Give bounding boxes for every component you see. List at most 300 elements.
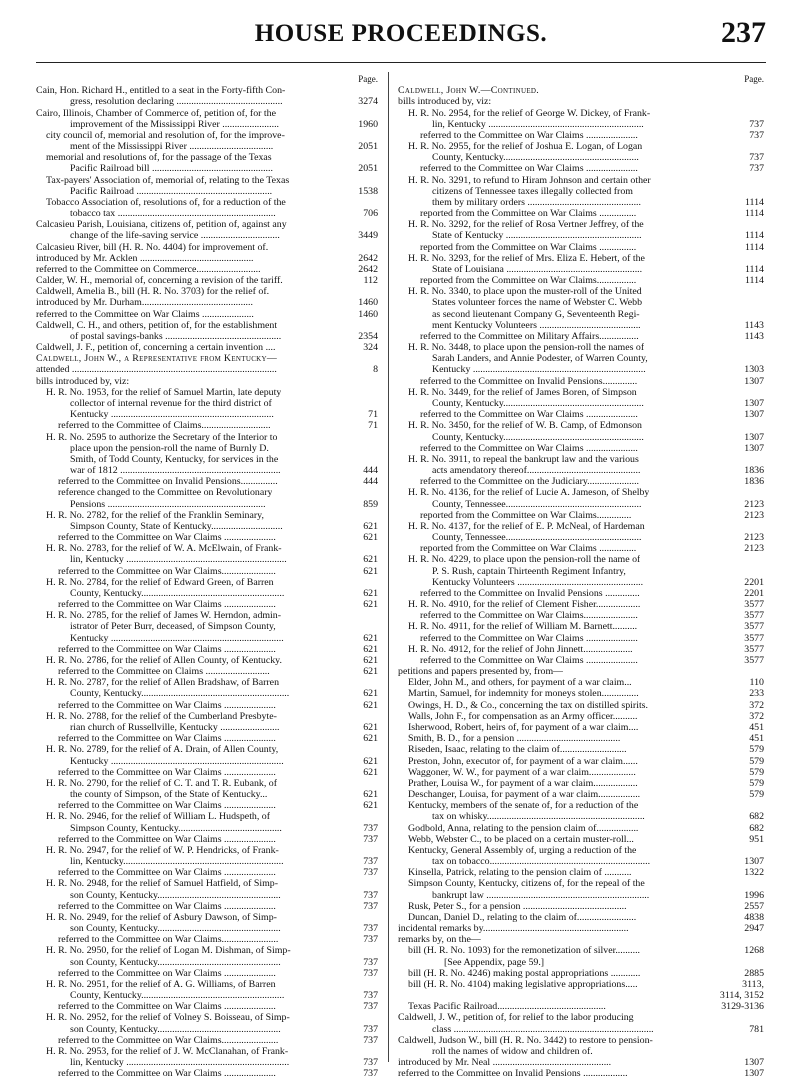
index-entry <box>398 342 764 353</box>
entry-page-ref: 1307 <box>744 1057 764 1069</box>
entry-page-ref: 737 <box>363 889 378 901</box>
index-entry <box>36 1068 378 1079</box>
index-entry <box>398 711 764 722</box>
entry-text: H. R. No. 2782, for the relief of the Franklin Seminary, <box>46 509 264 521</box>
index-entry <box>398 756 764 767</box>
index-entry <box>36 666 378 677</box>
index-entry <box>398 208 764 219</box>
index-entry <box>398 230 764 241</box>
index-entry <box>398 588 764 599</box>
entry-page-ref: 737 <box>749 152 764 164</box>
index-entry <box>398 912 764 923</box>
page-column-label: Page. <box>358 74 378 84</box>
entry-text: Walls, John F., for compensation as an Army officer.......... <box>408 710 638 722</box>
entry-text: referred to the Committee on Claims .......................... <box>58 666 270 678</box>
entry-text: County, Tennessee....................................................... <box>432 532 642 544</box>
index-entry <box>36 476 378 487</box>
entry-text: H. R. No. 3293, for the relief of Mrs. Eliza E. Hebert, of the <box>408 252 645 264</box>
index-entry <box>398 733 764 744</box>
entry-text: H. R. No. 2789, for the relief of A. Drain, of Allen County, <box>46 744 279 756</box>
entry-text: of postal savings-banks ............................................... <box>70 330 282 342</box>
entry-text: County, Kentucky.......................................................... <box>70 990 285 1002</box>
entry-page-ref: 621 <box>363 532 378 544</box>
index-entry <box>398 823 764 834</box>
entry-text: referred to the Committee on War Claims ..................... <box>58 599 276 611</box>
index-entry <box>36 621 378 632</box>
entry-page-ref: 951 <box>749 833 764 845</box>
index-entry <box>398 543 764 554</box>
index-entry <box>36 834 378 845</box>
entry-page-ref: 2123 <box>744 532 764 544</box>
entry-page-ref: 579 <box>749 755 764 767</box>
index-entry <box>398 1057 764 1068</box>
page-title: HOUSE PROCEEDINGS. <box>254 20 548 47</box>
column-divider <box>388 72 389 1062</box>
entry-page-ref: 737 <box>749 118 764 130</box>
entry-text: reported from the Committee on War Claims................ <box>420 275 637 287</box>
entry-page-ref: 737 <box>363 833 378 845</box>
index-entry <box>398 364 764 375</box>
entry-text: son County, Kentucky.................................................. <box>70 1023 281 1035</box>
index-entry <box>36 443 378 454</box>
entry-text: H. R. No. 2786, for the relief of Allen County, of Kentucky. <box>46 654 282 666</box>
entry-text: Pensions ................................................................ <box>70 498 266 510</box>
index-entry <box>398 387 764 398</box>
entry-text: reported from the Committee on War Claims.............. <box>420 509 632 521</box>
index-entry <box>36 968 378 979</box>
entry-page-ref: 621 <box>363 520 378 532</box>
entry-text: Kentucky, members of the senate of, for a reduction of the <box>408 800 639 812</box>
entry-text: [See Appendix, page 59.] <box>444 956 545 968</box>
entry-page-ref: 3129-3136 <box>721 1001 764 1013</box>
entry-page-ref: 110 <box>749 677 764 689</box>
index-entry <box>36 566 378 577</box>
entry-page-ref: 2201 <box>744 576 764 588</box>
entry-text: H. R. No. 2790, for the relief of C. T. and T. R. Eubank, of <box>46 777 278 789</box>
entry-text: H. R. No. 2787, for the relief of Allen Bradshaw, of Barren <box>46 677 280 689</box>
entry-text: reference changed to the Committee on Revolutionary <box>58 487 273 499</box>
entry-text: H. R. No. 2951, for the relief of A. G. Williams, of Barren <box>46 978 276 990</box>
entry-text: Caldwell, J. W., petition of, for relief to the labor producing <box>398 1012 634 1024</box>
entry-page-ref: 1303 <box>744 364 764 376</box>
index-entry <box>36 890 378 901</box>
entry-page-ref: 621 <box>363 632 378 644</box>
entry-text: Tobacco Association of, resolutions of, for a reduction of the <box>46 196 286 208</box>
index-entry <box>398 688 764 699</box>
entry-text: referred to the Committee on War Claims ..................... <box>420 129 638 141</box>
entry-page-ref: 3577 <box>744 599 764 611</box>
entry-page-ref: 71 <box>368 409 378 421</box>
entry-page-ref: 579 <box>749 777 764 789</box>
entry-text: H. R. No. 3449, for the relief of James Boren, of Simpson <box>408 386 637 398</box>
entry-text: H. R. No. 3291, to refund to Hiram Johnson and certain other <box>408 174 651 186</box>
entry-text: H. R. No. 3340, to place upon the muster-roll of the United <box>408 286 642 298</box>
entry-text: memorial and resolutions of, for the passage of the Texas <box>46 152 272 164</box>
index-entry <box>398 186 764 197</box>
index-entry <box>398 744 764 755</box>
index-entry <box>36 364 378 375</box>
index-entry <box>398 96 764 107</box>
index-entry <box>36 912 378 923</box>
entry-text: Martin, Samuel, for indemnity for moneys stolen............... <box>408 688 639 700</box>
entry-text: tax on tobacco................................................................. <box>432 856 651 868</box>
entry-page-ref: 621 <box>363 666 378 678</box>
entry-page-ref: 621 <box>363 766 378 778</box>
entry-text: referred to the Committee on Military Affairs................ <box>420 330 639 342</box>
index-entry <box>36 700 378 711</box>
index-entry <box>36 264 378 275</box>
entry-page-ref: 1114 <box>744 230 764 242</box>
entry-text: petitions and papers presented by, from— <box>398 666 563 678</box>
entry-page-ref: 737 <box>749 163 764 175</box>
entry-text: County, Kentucky......................................................... <box>432 398 644 409</box>
entry-text: H. R. No. 2788, for the relief of the Cumberland Presbyte- <box>46 710 277 722</box>
entry-page-ref: 621 <box>363 721 378 733</box>
index-entry <box>398 700 764 711</box>
index-entry <box>36 487 378 498</box>
index-entry <box>36 532 378 543</box>
entry-text: referred to the Committee on Invalid Pensions.............. <box>420 375 638 387</box>
index-entry <box>36 957 378 968</box>
entry-text: rian church of Russellville, Kentucky ........................ <box>70 721 280 733</box>
index-entry <box>398 286 764 297</box>
entry-page-ref: 3577 <box>744 621 764 633</box>
entry-text: son County, Kentucky.................................................. <box>70 923 281 935</box>
index-entry <box>36 1024 378 1035</box>
index-entry <box>398 487 764 498</box>
entry-text: referred to the Committee on War Claims...................... <box>58 565 276 577</box>
right-column <box>398 74 764 1079</box>
entry-page-ref: 444 <box>363 465 378 477</box>
entry-page-ref: 621 <box>363 554 378 566</box>
entry-page-ref: 706 <box>363 208 378 220</box>
entry-page-ref: 372 <box>749 710 764 722</box>
entry-text: H. R. No. 2955, for the relief of Joshua E. Logan, of Logan <box>408 141 643 153</box>
index-entry <box>398 297 764 308</box>
entry-page-ref: 621 <box>363 789 378 801</box>
entry-text: bill (H. R. No. 4246) making postal appropriations ............ <box>408 967 641 979</box>
entry-page-ref: 3114, 3152 <box>719 990 764 1002</box>
index-entry <box>36 588 378 599</box>
index-entry <box>398 175 764 186</box>
index-entry <box>398 610 764 621</box>
index-entry <box>36 130 378 141</box>
index-entry <box>398 275 764 286</box>
index-entry <box>398 353 764 364</box>
entry-text: war of 1812 ................................................................. <box>70 465 281 477</box>
entry-page-ref: 3577 <box>744 643 764 655</box>
entry-text: Kinsella, Patrick, relating to the pension claim of ........... <box>408 867 632 879</box>
index-entry <box>398 1046 764 1057</box>
entry-text: Kentucky Volunteers ................................................... <box>432 576 644 588</box>
entry-page-ref: 737 <box>749 129 764 141</box>
index-entry <box>398 1012 764 1023</box>
entry-page-ref: 737 <box>363 923 378 935</box>
index-entry <box>398 1001 764 1012</box>
index-entry <box>398 398 764 409</box>
index-entry <box>398 331 764 342</box>
entry-page-ref: 737 <box>363 822 378 834</box>
entry-text: city council of, memorial and resolution of, for the improve- <box>46 129 285 141</box>
index-entry <box>398 499 764 510</box>
entry-text: referred to the Committee on War Claims ..................... <box>58 1001 276 1013</box>
index-entry <box>36 811 378 822</box>
index-entry <box>398 242 764 253</box>
entry-text: H. R. No. 2946, for the relief of William L. Hudspeth, of <box>46 811 271 823</box>
entry-page-ref: 737 <box>363 1023 378 1035</box>
entry-page-ref: 4838 <box>744 911 764 923</box>
entry-text: referred to the Committee of Claims............................ <box>58 420 271 432</box>
entry-text: H. R. No. 2947, for the relief of W. P. Hendricks, of Frank- <box>46 844 279 856</box>
entry-page-ref: 2354 <box>358 330 378 342</box>
entry-text: referred to the Committee on War Claims ..................... <box>58 867 276 879</box>
entry-text: Calcasieu River, bill (H. R. No. 4404) for improvement of. <box>36 241 269 253</box>
entry-page-ref: 1538 <box>358 185 378 197</box>
entry-text: Cairo, Illinois, Chamber of Commerce of, petition of, for the <box>36 107 276 119</box>
index-entry <box>36 197 378 208</box>
index-entry <box>398 856 764 867</box>
entry-text: bill (H. R. No. 4104) making legislative appropriations..... <box>408 978 638 990</box>
entry-page-ref: 3113, <box>742 978 764 990</box>
entry-text: Texas Pacific Railroad............................................ <box>408 1001 606 1013</box>
index-entry <box>398 152 764 163</box>
index-entry <box>398 85 764 96</box>
entry-text: States volunteer forces the name of Webster C. Webb <box>432 297 643 309</box>
entry-text: Kentucky ...................................................................... <box>70 632 284 644</box>
entry-text: bankrupt law .................................................................. <box>432 889 650 901</box>
entry-text: H. R. No. 2952, for the relief of Volney S. Boisseau, of Simp- <box>46 1012 290 1024</box>
index-entry <box>36 778 378 789</box>
entry-text: referred to the Committee on Invalid Pensions .................. <box>398 1068 628 1079</box>
entry-page-ref: 1307 <box>744 375 764 387</box>
entry-page-ref: 1836 <box>744 465 764 477</box>
entry-page-ref: 737 <box>363 990 378 1002</box>
entry-text: H. R. No. 2954, for the relief of George W. Dickey, of Frank- <box>408 107 651 119</box>
entry-page-ref: 2642 <box>358 263 378 275</box>
entry-page-ref: 2123 <box>744 509 764 521</box>
index-entry <box>398 923 764 934</box>
entry-text: Webb, Webster C., to be placed on a certain muster-roll... <box>408 833 634 845</box>
index-entry <box>36 387 378 398</box>
entry-text: Kentucky .................................................................. <box>70 409 274 421</box>
index-entry <box>398 644 764 655</box>
index-entry <box>36 767 378 778</box>
entry-text: lin, Kentucky................................................................. <box>70 856 284 868</box>
entry-page-ref: 1114 <box>744 196 764 208</box>
index-entry <box>36 510 378 521</box>
index-entry <box>398 834 764 845</box>
entry-text: Preston, John, executor of, for payment of a war claim...... <box>408 755 638 767</box>
index-entry <box>398 197 764 208</box>
index-entry <box>398 1068 764 1079</box>
entry-page-ref: 621 <box>363 699 378 711</box>
entry-page-ref: 1143 <box>744 319 764 331</box>
entry-page-ref: 1307 <box>744 431 764 443</box>
index-entry <box>398 979 764 990</box>
index-entry <box>398 957 764 968</box>
index-entry <box>398 901 764 912</box>
entry-page-ref: 737 <box>363 900 378 912</box>
entry-text: Caldwell, John W., a Representative from Kentucky— <box>36 353 278 365</box>
index-entry <box>36 353 378 364</box>
entry-text: referred to the Committee on War Claims ..................... <box>58 1068 276 1079</box>
entry-text: H. R. No. 4137, for the relief of E. P. McNeal, of Hardeman <box>408 520 645 532</box>
entry-page-ref: 859 <box>363 498 378 510</box>
index-entry <box>36 409 378 420</box>
index-entry <box>36 823 378 834</box>
index-entry <box>36 1035 378 1046</box>
entry-text: referred to the Committee on Invalid Pensions .............. <box>420 587 640 599</box>
entry-text: change of the life-saving service ................................ <box>70 230 280 242</box>
index-entry <box>36 521 378 532</box>
entry-page-ref: 112 <box>363 275 378 287</box>
entry-page-ref: 2051 <box>358 141 378 153</box>
entry-text: Owings, H. D., & Co., concerning the tax on distilled spirits. <box>408 699 648 711</box>
entry-page-ref: 1307 <box>744 398 764 409</box>
index-entry <box>398 566 764 577</box>
index-entry <box>398 510 764 521</box>
entry-text: collector of internal revenue for the third district of <box>70 398 272 409</box>
entry-text: County, Kentucky....................................................... <box>432 152 639 164</box>
index-entry <box>398 119 764 130</box>
entry-text: Kentucky ...................................................................... <box>432 364 646 376</box>
index-entry <box>36 554 378 565</box>
index-entry <box>398 677 764 688</box>
index-entry <box>398 867 764 878</box>
index-entry <box>36 175 378 186</box>
entry-text: Pacific Railroad bill ................................................. <box>70 163 273 175</box>
entry-page-ref: 2123 <box>744 543 764 555</box>
entry-page-ref: 1114 <box>744 275 764 287</box>
index-entry <box>398 309 764 320</box>
entry-text: Riseden, Isaac, relating to the claim of........................... <box>408 744 627 756</box>
index-entry <box>36 688 378 699</box>
index-entry <box>398 219 764 230</box>
index-entry <box>36 85 378 96</box>
left-column <box>36 74 378 1079</box>
entry-page-ref: 621 <box>363 643 378 655</box>
index-entry <box>36 208 378 219</box>
index-entry <box>36 633 378 644</box>
index-entry <box>36 398 378 409</box>
entry-text: bills introduced by, viz: <box>36 375 130 387</box>
header-rule <box>36 62 766 63</box>
entry-page-ref: 781 <box>749 1023 764 1035</box>
entry-text: class ................................................................................. <box>432 1023 654 1035</box>
index-entry <box>36 744 378 755</box>
index-entry <box>36 789 378 800</box>
entry-page-ref: 1322 <box>744 867 764 879</box>
index-entry <box>36 331 378 342</box>
entry-page-ref: 1460 <box>358 308 378 320</box>
index-entry <box>36 96 378 107</box>
index-entry <box>398 521 764 532</box>
entry-text: referred to the Committee on War Claims ..................... <box>58 733 276 745</box>
entry-text: Simpson County, Kentucky, citizens of, for the repeal of the <box>408 878 645 890</box>
entry-text: referred to the Committee on War Claims ..................... <box>58 699 276 711</box>
entry-text: referred to the Committee on War Claims....................... <box>58 1034 279 1046</box>
entry-text: son County, Kentucky.................................................. <box>70 956 281 968</box>
index-entry <box>36 1057 378 1068</box>
entry-text: H. R. No. 2783, for the relief of W. A. McElwain, of Frank- <box>46 543 282 555</box>
entry-text: attended ................................................................................... <box>36 364 277 376</box>
index-entry <box>398 577 764 588</box>
entry-page-ref: 2947 <box>744 923 764 935</box>
entry-text: ment Kentucky Volunteers ......................................... <box>432 319 641 331</box>
entry-text: referred to the Committee on War Claims...................... <box>420 610 638 622</box>
entry-text: H. R. No. 4912, for the relief of John Jinnett.................... <box>408 643 633 655</box>
right-index-lines <box>398 85 764 1079</box>
index-entry <box>398 778 764 789</box>
index-entry <box>36 320 378 331</box>
entry-text: improvement of the Mississippi River ....................... <box>70 118 280 130</box>
entry-text: son County, Kentucky.................................................. <box>70 889 281 901</box>
entry-page-ref: 1996 <box>744 889 764 901</box>
entry-text: referred to the Committee on War Claims....................... <box>58 934 279 946</box>
entry-page-ref: 737 <box>363 1034 378 1046</box>
entry-text: Calcasieu Parish, Louisiana, citizens of, petition of, against any <box>36 219 287 231</box>
entry-text: Elder, John M., and others, for payment of a war claim... <box>408 677 632 689</box>
entry-page-ref: 1307 <box>744 856 764 868</box>
entry-text: referred to the Committee on War Claims ..................... <box>420 163 638 175</box>
entry-text: tobacco tax ................................................................ <box>70 208 276 220</box>
index-entry <box>36 577 378 588</box>
index-entry <box>398 409 764 420</box>
entry-text: referred to the Committee on War Claims ..................... <box>58 967 276 979</box>
index-entry <box>398 722 764 733</box>
entry-text: Deschanger, Louisa, for payment of a war claim................. <box>408 789 641 801</box>
entry-page-ref: 621 <box>363 688 378 700</box>
index-entry <box>36 432 378 443</box>
index-entry <box>36 756 378 767</box>
entry-page-ref: 621 <box>363 654 378 666</box>
entry-page-ref: 71 <box>368 420 378 432</box>
index-entry <box>398 532 764 543</box>
entry-text: roll the names of widow and children of. <box>432 1045 593 1057</box>
entry-text: reported from the Committee on War Claims ............... <box>420 543 637 555</box>
index-entry <box>36 253 378 264</box>
entry-page-ref: 2557 <box>744 900 764 912</box>
index-entry <box>36 711 378 722</box>
entry-text: Tax-payers' Association of, memorial of, relating to the Texas <box>46 174 290 186</box>
entry-text: H. R. No. 2785, for the relief of James W. Herndon, admin- <box>46 610 282 622</box>
entry-page-ref: 579 <box>749 789 764 801</box>
entry-text: referred to the Committee on War Claims ..................... <box>58 766 276 778</box>
entry-text: H. R. No. 2953, for the relief of J. W. McClanahan, of Frank- <box>46 1045 289 1057</box>
index-entry <box>398 1024 764 1035</box>
entry-text: reported from the Committee on War Claims ............... <box>420 241 637 253</box>
entry-page-ref: 2201 <box>744 587 764 599</box>
index-entry <box>36 599 378 610</box>
entry-text: Kentucky ...................................................................... <box>70 755 284 767</box>
index-entry <box>36 108 378 119</box>
entry-page-ref: 444 <box>363 476 378 488</box>
entry-text: Caldwell, C. H., and others, petition of, for the establishment <box>36 319 278 331</box>
entry-text: P. S. Rush, captain Thirteenth Regiment Infantry, <box>432 565 626 577</box>
entry-text: H. R. No. 2949, for the relief of Asbury Dawson, of Simp- <box>46 911 277 923</box>
entry-text: the county of Simpson, of the State of Kentucky... <box>70 789 268 801</box>
entry-text: County, Kentucky......................................................... <box>432 431 644 443</box>
entry-text: H. R. No. 4911, for the relief of William M. Barnett.......... <box>408 621 638 633</box>
entry-page-ref: 1836 <box>744 476 764 488</box>
index-entry <box>36 454 378 465</box>
entry-page-ref: 1114 <box>744 241 764 253</box>
entry-text: referred to the Committee on War Claims ..................... <box>420 632 638 644</box>
entry-text: referred to the Committee on Invalid Pensions............... <box>58 476 278 488</box>
index-entry <box>398 800 764 811</box>
index-entry <box>36 1046 378 1057</box>
entry-text: County, Kentucky.......................................................... <box>70 587 285 599</box>
